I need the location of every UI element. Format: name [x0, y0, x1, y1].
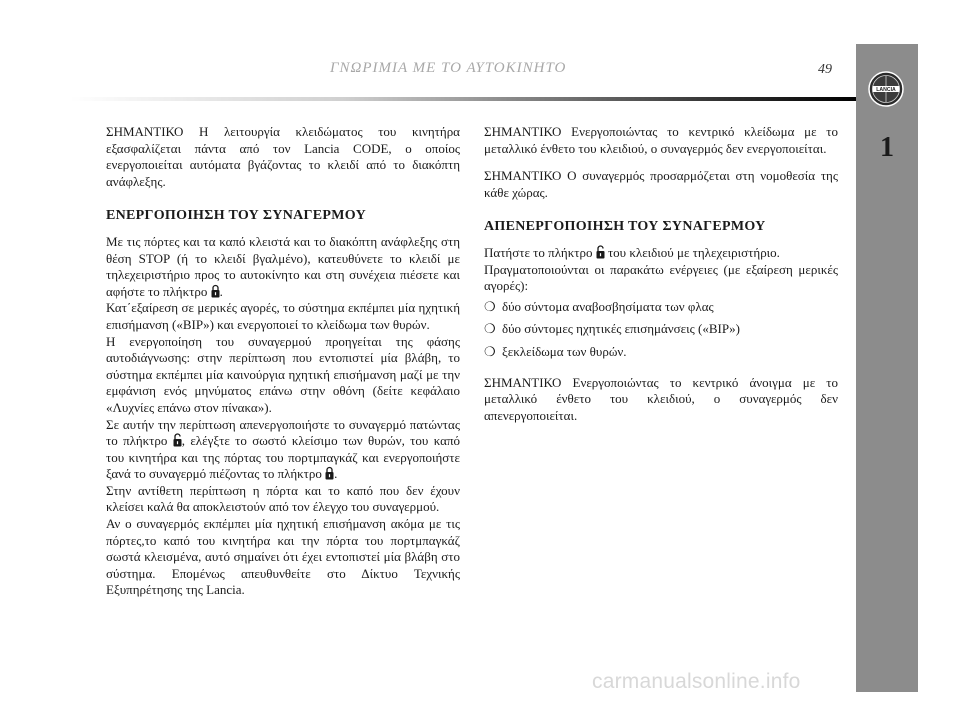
text-run: . — [334, 466, 338, 482]
list-item-text: δύο σύντομες ηχητικές επισημάνσεις («ΒΙΡ») — [502, 321, 740, 337]
padlock-open-icon — [173, 433, 182, 447]
list-item — [484, 299, 838, 316]
text-run: Σε αυτήν την περίπτωση απενεργοποιήστε το συναγερμό πατώντας το πλήκτρο — [106, 416, 460, 449]
page-number: 49 — [818, 62, 832, 77]
header-rule — [70, 97, 856, 101]
circle-bullet-icon: ❍ — [484, 298, 496, 314]
chapter-number: 1 — [880, 132, 894, 163]
padlock-closed-icon — [211, 284, 220, 298]
lancia-logo-icon — [868, 71, 904, 107]
note-paragraph: ΣΗΜΑΝΤΙΚΟ Ενεργοποιώντας το κεντρικό κλείδωμα με το μεταλλικό ένθετο του κλειδιού, ο συναγερμός δεν ενεργοποιείται. — [484, 124, 838, 156]
list-item — [484, 344, 838, 361]
padlock-open-icon — [596, 245, 605, 259]
note-paragraph: ΣΗΜΑΝΤΙΚΟ Η λειτουργία κλειδώματος του κινητήρα εξασφαλίζεται πάντα από τον Lancia CODE, ο οποίος ενεργοποιείται αυτόματα βγάζοντας το κλειδί από το διακόπτη ανάφλεξης. — [106, 124, 460, 189]
watermark: carmanualsonline.info — [592, 670, 801, 693]
body-paragraph — [106, 234, 460, 300]
body-paragraph: Η ενεργοποίηση του συναγερμού προηγείται της φάσης αυτοδιάγνωσης: στην περίπτωση που εντοπιστεί μία βλάβη, το σύστημα εκπέμπει μία καινούργια ηχητική επισήμανση μαζί με την εμφάνιση ενός μηνύματος επάνω στην οθόνη (δείτε κεφάλαιο «Λυχνίες επάνω στον πίνακα»). — [106, 333, 460, 415]
body-paragraph: Κατ΄εξαίρεση σε μερικές αγορές, το σύστημα εκπέμπει μία ηχητική επισήμανση («ΒΙΡ») και ενεργοποιεί το κλείδωμα των θυρών. — [106, 300, 460, 332]
text-run: Πατήστε το πλήκτρο — [484, 244, 593, 260]
circle-bullet-icon: ❍ — [484, 321, 496, 337]
text-run: Με τις πόρτες και τα καπό κλειστά και το διακόπτη ανάφλεξης στη θέση STOP (ή το κλειδί βγαλμένο), κατευθύνετε το κλειδί με τηλεχειριστήριο προς το αυτοκίνητο και στη συνέχεια πιέσετε και αφήστε το πλήκτρο — [106, 233, 460, 299]
list-item-text: δύο σύντομα αναβοσβησίματα των φλας — [502, 298, 714, 314]
body-paragraph: Πραγματοποιούνται οι παρακάτω ενέργειες (με εξαίρεση μερικές αγορές): — [484, 261, 838, 294]
note-paragraph: ΣΗΜΑΝΤΙΚΟ Ο συναγερμός προσαρμόζεται στη νομοθεσία της κάθε χώρας. — [484, 168, 838, 200]
text-run: του κλειδιού με τηλεχειριστήριο. — [607, 244, 780, 260]
body-paragraph — [484, 245, 838, 262]
note-paragraph: ΣΗΜΑΝΤΙΚΟ Ενεργοποιώντας το κεντρικό άνοιγμα με το μεταλλικό ένθετο του κλειδιού, ο συναγερμός δεν απενεργοποιείται. — [484, 374, 838, 423]
text-run: . — [219, 283, 223, 299]
right-column — [484, 124, 838, 435]
text-run: , ελέγξτε το σωστό κλείσιμο των θυρών, του καπό του κινητήρα και της πόρτας του πορτμπαγκάζ και ενεργοποιήστε ξανά το συναγερμό πιέζοντας το πλήκτρο — [106, 433, 461, 482]
circle-bullet-icon: ❍ — [484, 343, 496, 359]
body-paragraph — [106, 417, 460, 483]
section-heading-activation: ΕΝΕΡΓΟΠΟΙΗΣΗ ΤΟΥ ΣΥΝΑΓΕΡΜΟΥ — [106, 208, 366, 224]
body-paragraph: Στην αντίθετη περίπτωση η πόρτα και το καπό που δεν έχουν κλείσει καλά θα αποκλειστούν από τον έλεγχο του συναγερμού. — [106, 482, 460, 515]
logo-text: LANCIA — [876, 87, 896, 93]
padlock-closed-icon — [325, 466, 334, 480]
list-item — [484, 321, 838, 338]
header-title: ΓΝΩΡΙΜΙΑ ΜΕ ΤΟ ΑΥΤΟΚΙΝΗΤΟ — [330, 60, 567, 76]
list-item-text: ξεκλείδωμα των θυρών. — [502, 343, 627, 359]
left-column — [106, 124, 460, 599]
body-paragraph: Αν ο συναγερμός εκπέμπει μία ηχητική επισήμανση ακόμα με τις πόρτες,το καπό του κινητήρα και την πόρτα του πορτμπαγκάζ σωστά κλεισμένα, αυτό σημαίνει ότι έχει εντοπιστεί μία βλάβη στο σύστημα. Επομένως απευθυνθείτε στο Δίκτυο Τεχνικής Εξυπηρέτησης της Lancia. — [106, 516, 460, 598]
action-list — [484, 299, 838, 361]
section-heading-deactivation: ΑΠΕΝΕΡΓΟΠΟΙΗΣΗ ΤΟΥ ΣΥΝΑΓΕΡΜΟΥ — [484, 219, 766, 235]
